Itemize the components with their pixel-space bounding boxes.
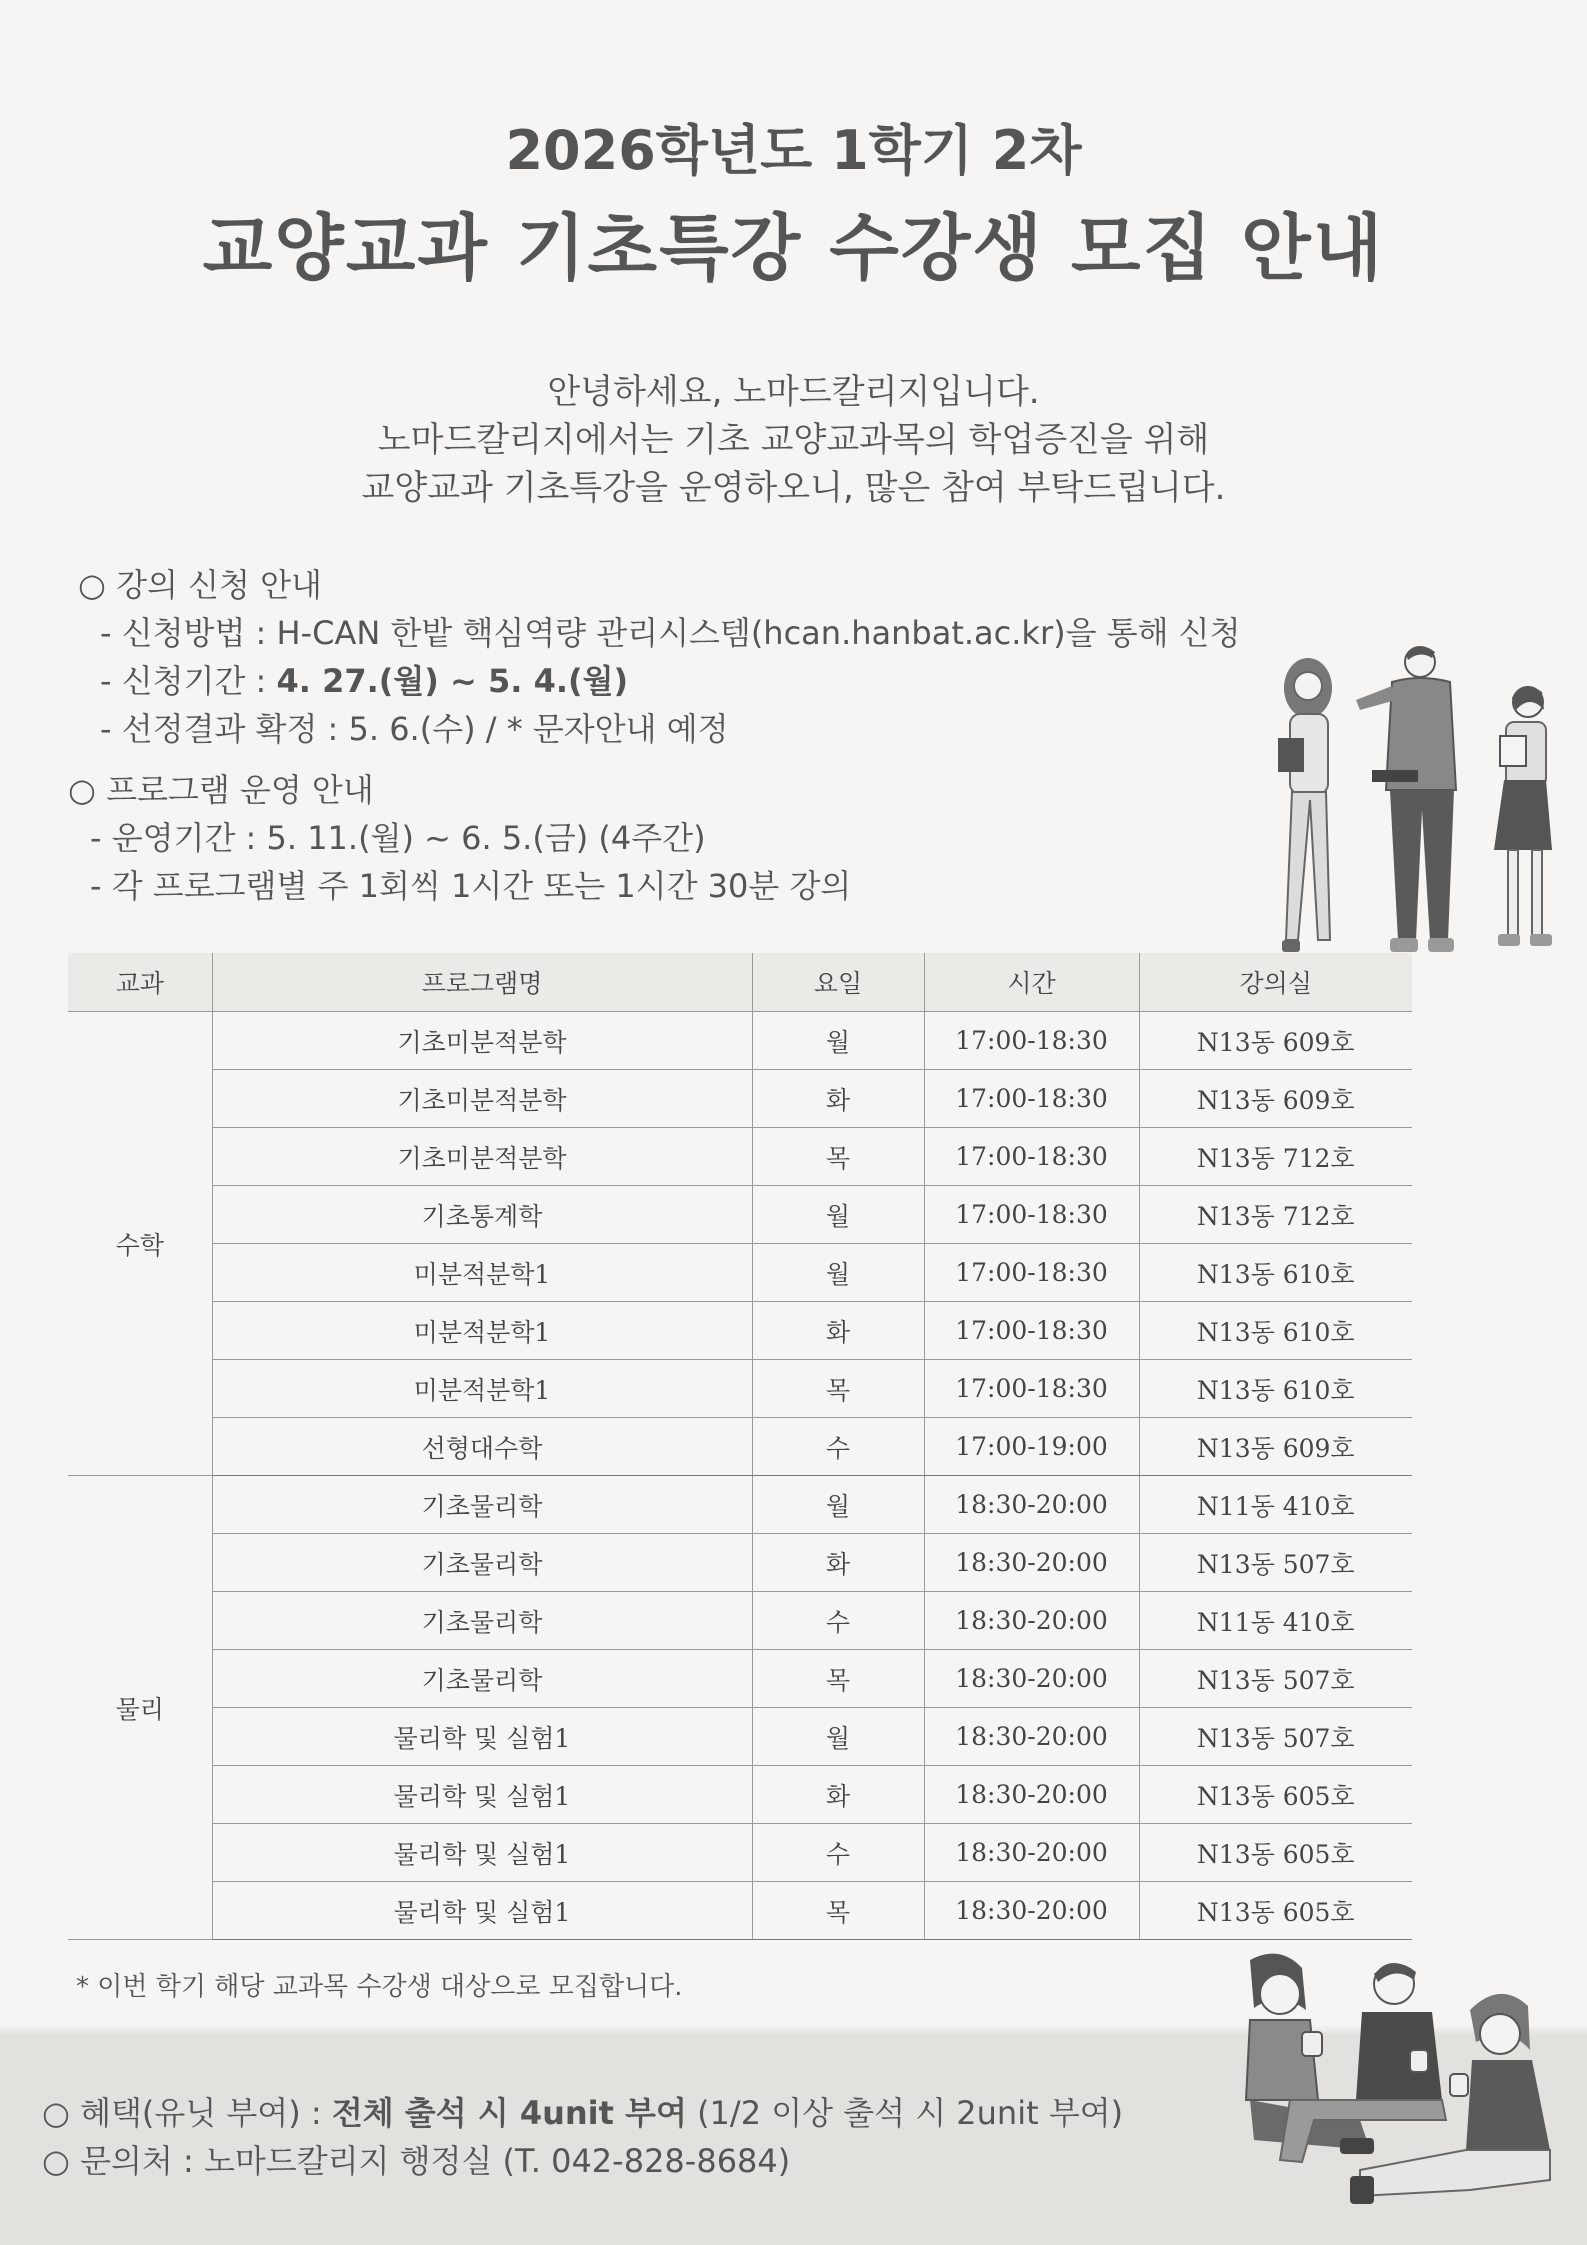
- table-row: [68, 1592, 1412, 1650]
- day-cell: 목: [752, 1882, 924, 1940]
- day-cell: 수: [752, 1824, 924, 1882]
- day-cell: 월: [752, 1244, 924, 1302]
- program-heading: ○ 프로그램 운영 안내: [68, 771, 374, 809]
- time-cell: 18:30-20:00: [924, 1476, 1139, 1534]
- time-cell: 18:30-20:00: [924, 1592, 1139, 1650]
- application-result: - 선정결과 확정 : 5. 6.(수) / * 문자안내 예정: [100, 710, 729, 748]
- benefit-suffix: (1/2 이상 출석 시 2unit 부여): [686, 2094, 1124, 2132]
- table-row: [68, 1534, 1412, 1592]
- header-day: 요일: [752, 953, 924, 1012]
- time-cell: 17:00-19:00: [924, 1418, 1139, 1476]
- program-period: - 운영기간 : 5. 11.(월) ~ 6. 5.(금) (4주간): [90, 819, 706, 857]
- table-row: [68, 1476, 1412, 1534]
- program-cell: 기초미분적분학: [212, 1070, 752, 1128]
- program-cell: 미분적분학1: [212, 1360, 752, 1418]
- room-cell: N13동 605호: [1139, 1882, 1412, 1940]
- day-cell: 목: [752, 1128, 924, 1186]
- time-cell: 18:30-20:00: [924, 1650, 1139, 1708]
- day-cell: 화: [752, 1766, 924, 1824]
- time-cell: 17:00-18:30: [924, 1360, 1139, 1418]
- header-time: 시간: [924, 953, 1139, 1012]
- table-footnote: * 이번 학기 해당 교과목 수강생 대상으로 모집합니다.: [76, 1972, 683, 2002]
- time-cell: 18:30-20:00: [924, 1534, 1139, 1592]
- application-period-value: 4. 27.(월) ~ 5. 4.(월): [276, 662, 629, 700]
- header-room: 강의실: [1139, 953, 1412, 1012]
- room-cell: N11동 410호: [1139, 1476, 1412, 1534]
- application-heading: ○ 강의 신청 안내: [78, 566, 322, 604]
- day-cell: 목: [752, 1360, 924, 1418]
- time-cell: 17:00-18:30: [924, 1128, 1139, 1186]
- table-row: [68, 1360, 1412, 1418]
- footer-contact: ○ 문의처 : 노마드칼리지 행정실 (T. 042-828-8684): [42, 2142, 791, 2180]
- table-row: [68, 1882, 1412, 1940]
- day-cell: 화: [752, 1302, 924, 1360]
- room-cell: N13동 712호: [1139, 1128, 1412, 1186]
- time-cell: 17:00-18:30: [924, 1012, 1139, 1070]
- table-row: [68, 1824, 1412, 1882]
- program-cell: 물리학 및 실험1: [212, 1824, 752, 1882]
- program-cell: 기초물리학: [212, 1592, 752, 1650]
- room-cell: N13동 712호: [1139, 1186, 1412, 1244]
- program-cell: 기초통계학: [212, 1186, 752, 1244]
- time-cell: 18:30-20:00: [924, 1824, 1139, 1882]
- intro-line-1: 안녕하세요, 노마드칼리지입니다.: [547, 372, 1040, 412]
- table-row: [68, 1766, 1412, 1824]
- time-cell: 18:30-20:00: [924, 1882, 1139, 1940]
- subject-cell-physics: 물리: [68, 1476, 212, 1940]
- subject-cell-math: 수학: [68, 1012, 212, 1476]
- program-cell: 기초미분적분학: [212, 1128, 752, 1186]
- time-cell: 17:00-18:30: [924, 1070, 1139, 1128]
- header-subject: 교과: [68, 953, 212, 1012]
- table-header-row: [68, 953, 1412, 1012]
- students-sitting-illustration: [1210, 1950, 1580, 2220]
- time-cell: 17:00-18:30: [924, 1302, 1139, 1360]
- table-row: [68, 1418, 1412, 1476]
- table-row: [68, 1244, 1412, 1302]
- students-standing-illustration: [1260, 640, 1570, 970]
- header-program: 프로그램명: [212, 953, 752, 1012]
- day-cell: 화: [752, 1534, 924, 1592]
- day-cell: 월: [752, 1012, 924, 1070]
- table-row: [68, 1012, 1412, 1070]
- program-cell: 선형대수학: [212, 1418, 752, 1476]
- program-cell: 물리학 및 실험1: [212, 1766, 752, 1824]
- intro-text: [0, 368, 1587, 512]
- intro-line-3: 교양교과 기초특강을 운영하오니, 많은 참여 부탁드립니다.: [361, 468, 1226, 508]
- day-cell: 월: [752, 1186, 924, 1244]
- room-cell: N13동 610호: [1139, 1360, 1412, 1418]
- benefit-bold: 전체 출석 시 4unit 부여: [331, 2094, 687, 2132]
- room-cell: N13동 605호: [1139, 1766, 1412, 1824]
- footer-benefit: [42, 2088, 1123, 2134]
- schedule-table: [68, 953, 1412, 1940]
- program-cell: 기초물리학: [212, 1650, 752, 1708]
- program-section: [68, 765, 1068, 905]
- time-cell: 18:30-20:00: [924, 1708, 1139, 1766]
- room-cell: N13동 609호: [1139, 1012, 1412, 1070]
- room-cell: N13동 610호: [1139, 1244, 1412, 1302]
- table-row: [68, 1650, 1412, 1708]
- program-cell: 기초물리학: [212, 1476, 752, 1534]
- program-cell: 미분적분학1: [212, 1244, 752, 1302]
- room-cell: N13동 507호: [1139, 1534, 1412, 1592]
- application-section: [78, 560, 1328, 748]
- table-row: [68, 1186, 1412, 1244]
- table-row: [68, 1708, 1412, 1766]
- title-line1: 2026학년도 1학기 2차: [505, 119, 1082, 182]
- intro-line-2: 노마드칼리지에서는 기초 교양교과목의 학업증진을 위해: [377, 420, 1210, 460]
- day-cell: 목: [752, 1650, 924, 1708]
- application-period: [100, 656, 628, 702]
- program-cell: 기초물리학: [212, 1534, 752, 1592]
- time-cell: 17:00-18:30: [924, 1244, 1139, 1302]
- program-lecture: - 각 프로그램별 주 1회씩 1시간 또는 1시간 30분 강의: [90, 867, 852, 905]
- day-cell: 수: [752, 1592, 924, 1650]
- benefit-prefix: ○ 혜택(유닛 부여) :: [42, 2094, 332, 2132]
- day-cell: 월: [752, 1708, 924, 1766]
- room-cell: N13동 609호: [1139, 1070, 1412, 1128]
- room-cell: N13동 507호: [1139, 1708, 1412, 1766]
- table-row: [68, 1128, 1412, 1186]
- program-cell: 미분적분학1: [212, 1302, 752, 1360]
- room-cell: N13동 605호: [1139, 1824, 1412, 1882]
- day-cell: 수: [752, 1418, 924, 1476]
- day-cell: 월: [752, 1476, 924, 1534]
- room-cell: N13동 609호: [1139, 1418, 1412, 1476]
- program-cell: 기초미분적분학: [212, 1012, 752, 1070]
- title-line2: 교양교과 기초특강 수강생 모집 안내: [202, 206, 1385, 290]
- program-cell: 물리학 및 실험1: [212, 1708, 752, 1766]
- table-row: [68, 1070, 1412, 1128]
- room-cell: N13동 610호: [1139, 1302, 1412, 1360]
- table-row: [68, 1302, 1412, 1360]
- application-period-label: - 신청기간 :: [100, 662, 277, 700]
- room-cell: N11동 410호: [1139, 1592, 1412, 1650]
- time-cell: 17:00-18:30: [924, 1186, 1139, 1244]
- room-cell: N13동 507호: [1139, 1650, 1412, 1708]
- day-cell: 화: [752, 1070, 924, 1128]
- program-cell: 물리학 및 실험1: [212, 1882, 752, 1940]
- application-method: - 신청방법 : H-CAN 한밭 핵심역량 관리시스템(hcan.hanbat.ac.kr)을 통해 신청: [100, 614, 1241, 652]
- time-cell: 18:30-20:00: [924, 1766, 1139, 1824]
